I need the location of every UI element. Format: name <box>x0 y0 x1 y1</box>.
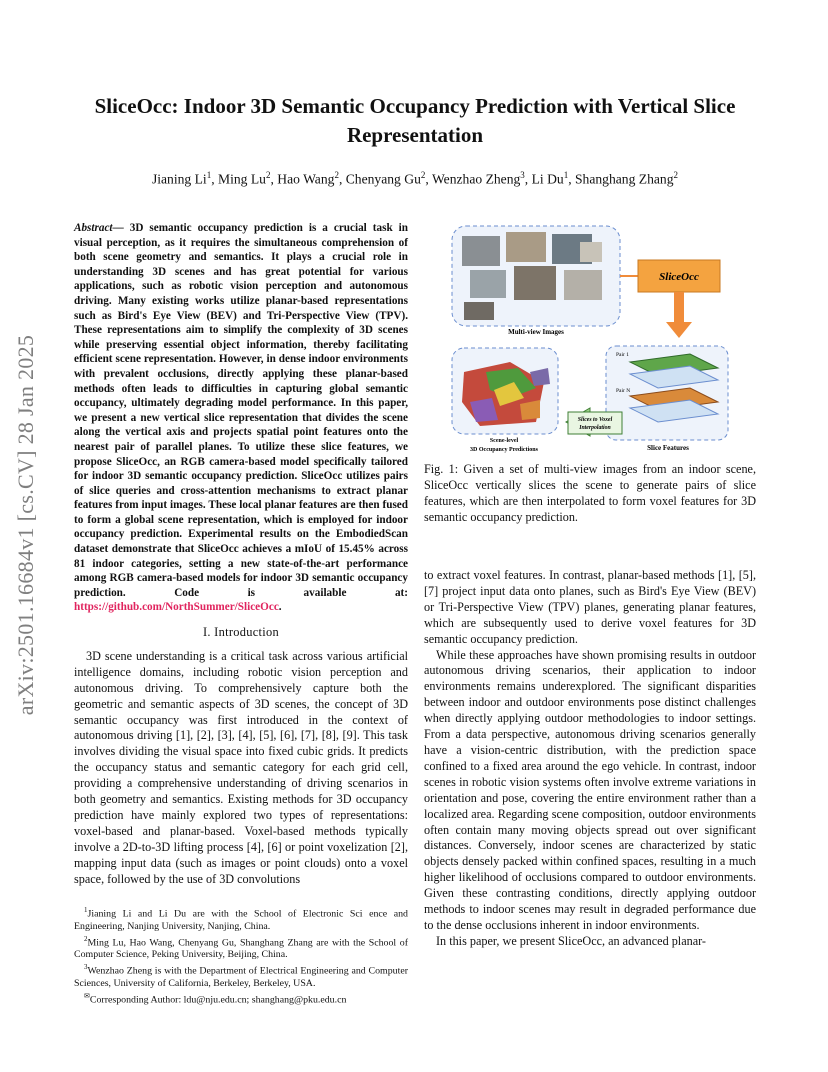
footnote-text: Jianing Li and Li Du are with the School of Electronic Sci ence and Engineering, Nanjing University, Nanjing, China. <box>74 908 408 932</box>
paper-title: SliceOcc: Indoor 3D Semantic Occupancy Prediction with Vertical Slice Representation <box>94 94 736 147</box>
figure-1-diagram <box>440 222 740 456</box>
figure-caption: Fig. 1: Given a set of multi-view images from an indoor scene, SliceOcc vertically slices the scene to generate pairs of slice features, which are then interpolated to form voxel features for 3D semantic occupancy prediction. <box>424 462 756 524</box>
intro-paragraph-right: In this paper, we present SliceOcc, an advanced planar- <box>436 933 706 948</box>
occupancy-voxels <box>462 362 550 426</box>
intro-paragraph-right: While these approaches have shown promising results in outdoor autonomous driving scenarios, their application to indoor environments remains underexplored. The significant disparities between indoor and outdoor environments pose distinct challenges when directly applying outdoor methodologies to indoor settings. From a data perspective, autonomous driving scenarios generally have a vision-centric distribution, with the prediction space confined to a fixed area around the ego vehicle. In contrast, indoor scenes in robotic vision systems often involve extreme variations in orientation and pose, covering the entire environment rather than a localized area. Regarding scene composition, outdoor environments often contain many moving objects spread out over significant distances. Conversely, indoor scenes are characterized by static objects densely packed within confined spaces, resulting in a much higher likelihood of occlusions compared to outdoor environments. Given these contrasting conditions, directly applying outdoor methods to indoor scenes may result in degraded performance due to the dense occlusions inherent in indoor environments. <box>424 647 756 932</box>
pair-n-label: Pair N <box>616 388 631 394</box>
author-affiliation-mark: 1 <box>206 170 212 180</box>
author-name: Li Du <box>531 171 564 187</box>
interpolation-line-2: Interpolation <box>579 425 611 431</box>
footnote-text: Corresponding Author: ldu@nju.edu.cn; shanghang@pku.edu.cn <box>89 994 347 1006</box>
footnote-mark: ✉ <box>84 992 90 1001</box>
footnote-mark: 1 <box>84 906 88 914</box>
intro-paragraph-right: to extract voxel features. In contrast, planar-based methods [1], [5], [7] project input data onto planes, such as Bird's Eye View (BEV) or Tri-Perspective View (TPV) planes, generating planar features, which are subsequently used to derive voxel features for 3D semantic occupancy prediction. <box>424 568 756 646</box>
author-name: Jianing Li <box>151 171 207 187</box>
arxiv-id-text: arXiv:2501.16684v1 [cs.CV] 28 Jan 2025 <box>13 334 38 716</box>
interpolation-line-1: Slices to Voxel <box>577 417 613 423</box>
code-link[interactable]: https://github.com/NorthSummer/SliceOcc <box>74 601 279 614</box>
abstract: Abstract— 3D semantic occupancy prediction is a crucial task in visual perception, as it requires the simultaneous comprehension of both scene geometry and semantics. It plays a crucial role in understanding 3D scenes and has great potential for various applications, such as robotic vision perception and autonomous driving. Many existing works utilize planar-based representations such as Bird's Eye View (BEV) and Tri-Perspective View (TPV). These representations aim to simplify the complexity of 3D scenes while preserving essential object information, thereby facilitating efficient scene representation. However, in dense indoor environments with prevalent occlusions, directly applying these planar-based methods often leads to difficulties in capturing global semantic occupancy, ultimately degrading model performance. In this paper, we present a new vertical slice representation that divides the scene along the vertical axis and projects spatial point features onto the nearest pair of parallel planes. To utilize these slice features, we propose SliceOcc, an RGB camera-based model specifically tailored for indoor 3D semantic occupancy prediction. SliceOcc utilizes pairs of slice queries and cross-attention mechanisms to extract planar features from input images. These local planar features are then fused to form a global scene representation, which is employed for indoor occupancy prediction. Experimental results on the EmbodiedScan dataset demonstrate that SliceOcc achieves a mIoU of 15.45% across 81 indoor categories, setting a new state-of-the-art performance among RGB camera-based models for indoor 3D semantic occupancy prediction. Code is available at: https://github.com/NorthSummer/SliceOcc. <box>74 222 408 614</box>
figure-1 <box>440 222 740 456</box>
author-name: Chenyang Gu <box>345 171 421 187</box>
slice-features-label: Slice Features <box>647 444 689 452</box>
scene-label-line-1: Scene-level <box>489 438 519 444</box>
author-affiliation-mark: 2 <box>265 170 271 180</box>
author-affiliation-mark: 2 <box>334 170 339 180</box>
footnote-text: Ming Lu, Hao Wang, Chenyang Gu, Shanghang Zhang are with the School of Computer Science, Peking University, Beijing, China. <box>74 937 408 961</box>
footnote <box>74 990 408 1007</box>
multiview-label: Multi-view Images <box>508 328 564 336</box>
author-affiliation-mark: 1 <box>563 170 569 180</box>
arxiv-side-label <box>8 290 44 760</box>
author-affiliation-mark: 2 <box>420 170 426 180</box>
author-name: Hao Wang <box>277 171 335 187</box>
down-arrow <box>666 292 692 338</box>
footnote-mark: 2 <box>84 934 88 943</box>
footnote <box>74 933 408 962</box>
author-name: Shanghang Zhang <box>574 171 674 187</box>
author-name: Ming Lu <box>218 171 266 187</box>
sliceocc-label: SliceOcc <box>659 271 699 283</box>
footnote-mark: 3 <box>84 963 88 972</box>
intro-paragraph-left: 3D scene understanding is a critical task across various artificial intelligence domains, including robotic vision perception and autonomous driving. To comprehensively capture both the geometric and semantic aspects of 3D scenes, the concept of 3D semantic occupancy was first introduced in the context of autonomous driving [1], [2], [3], [4], [5], [6], [7], [8], [9]. This task involves dividing the visual space into fixed cubic grids. It predicts the occupancy status and semantic category for each grid cell, providing a comprehensive understanding of driving scenarios in both geometry and semantics. Existing methods for 3D occupancy prediction have mainly explored two types of representations: voxel-based and planar-based. Voxel-based methods typically involve a 2D-to-3D lifting process [4], [6] or point voxelization [2], mapping input data (such as images or point clouds) onto a voxel space, followed by the use of 3D convolutions <box>74 648 408 886</box>
footnotes <box>74 904 408 1007</box>
footnote-text: Wenzhao Zheng is with the Department of Electrical Engineering and Computer Sciences, University of California, Berkeley, Berkeley, USA. <box>74 965 408 989</box>
footnote <box>74 904 408 933</box>
author-name: Wenzhao Zheng <box>431 171 521 187</box>
right-column <box>424 568 756 950</box>
scene-label-line-2: 3D Occupancy Predictions <box>470 447 538 453</box>
abstract-text: — 3D semantic occupancy prediction is a crucial task in visual perception, as it requires the simultaneous comprehension of both scene geometry and semantics. It plays a crucial role in understanding 3D scenes and has great potential for various applications, such as robotic vision perception and autonomous driving. Many existing works utilize planar-based representations such as Bird's Eye View (BEV) and Tri-Perspective View (TPV). These representations aim to simplify the complexity of 3D scenes while preserving essential object information, thereby facilitating efficient scene representation. However, in dense indoor environments with prevalent occlusions, directly applying these planar-based methods often leads to difficulties in capturing global semantic occupancy, ultimately degrading model performance. In this paper, we present a new vertical slice representation that divides the scene along the vertical axis and projects spatial point features onto the nearest pair of parallel planes. To utilize these slice features, we propose SliceOcc, an RGB camera-based model specifically tailored for indoor 3D semantic occupancy prediction. SliceOcc utilizes pairs of slice queries and cross-attention mechanisms to extract planar features from input images. These local planar features are then fused to form a global scene representation, which is employed for indoor occupancy prediction. Experimental results on the EmbodiedScan dataset demonstrate that SliceOcc achieves a mIoU of 15.45% across 81 indoor categories, setting a new state-of-the-art performance among RGB camera-based models for indoor 3D semantic occupancy prediction. Code is available at: <box>74 222 408 599</box>
author-affiliation-mark: 3 <box>520 170 525 180</box>
left-column <box>74 221 408 888</box>
pair-1-label: Pair 1 <box>616 352 629 358</box>
author-list: Jianing Li$^1$, Ming Lu$^2$, Hao Wang$^2$, Chenyang Gu$^2$, Wenzhao Zheng$^3$, Li Du$^1$, Shanghang Zhang$^2$ <box>151 170 679 187</box>
author-affiliation-mark: 2 <box>673 170 679 180</box>
abstract-label: Abstract <box>74 222 113 234</box>
footnote <box>74 961 408 990</box>
section-heading-introduction: I. Introduction <box>202 625 280 640</box>
